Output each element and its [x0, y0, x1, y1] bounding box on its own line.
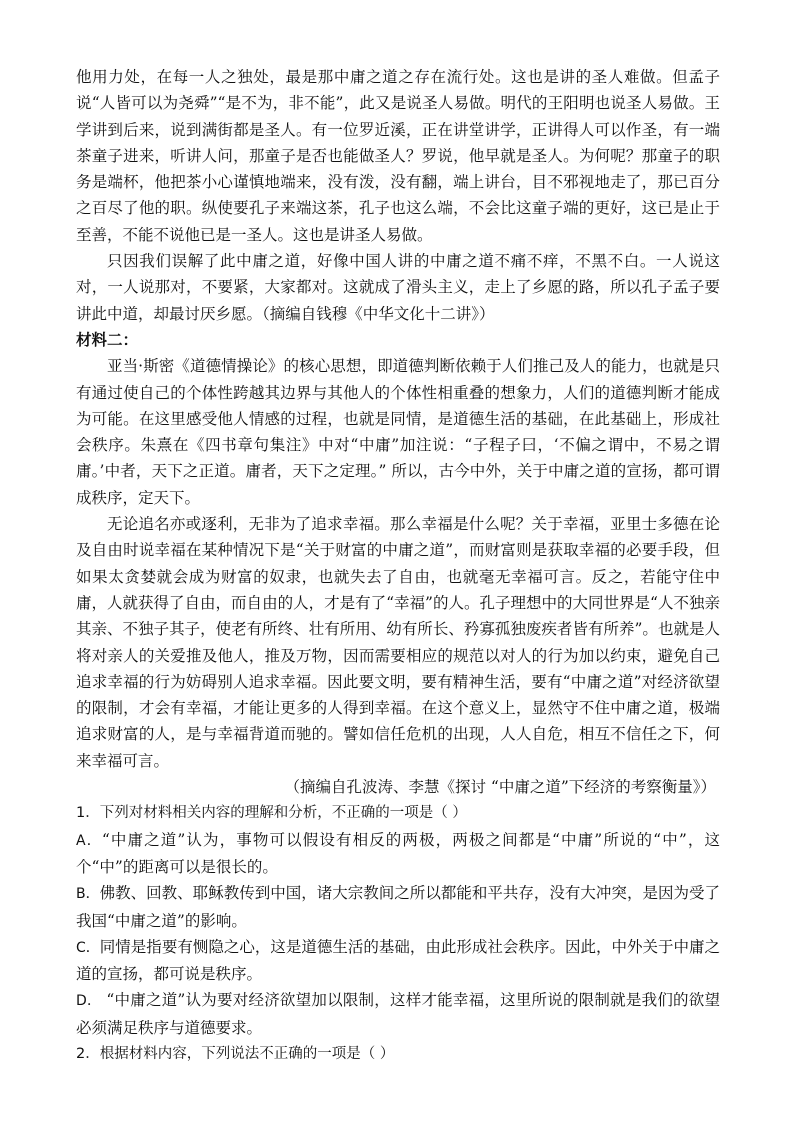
material2-paragraph-1: 亚当·斯密《道德情操论》的核心思想，即道德判断依赖于人们推己及人的能力，也就是只有通过使自己的个体性跨越其边界与其他人的个体性相重叠的想象力，人们的道德判断才能成为可能。在这里感受他人情感的过程，也就是同情，是道德生活的基础，在此基础上，形成社会秩序。朱熹在《四书章句集注》中对“中庸”加注说：“子程子曰，‘不偏之谓中，不易之谓庸。’中者，天下之正道。庸者，天下之定理。” 所以，古今中外，关于中庸之道的宣扬，都可谓成秩序，定天下。: [76, 357, 720, 507]
question-1-option-b: [76, 880, 720, 934]
option-key: D．: [76, 993, 102, 1010]
option-text: “中庸之道”认为，事物可以假设有相反的两极，两极之间都是“中庸”所说的“中”，这个“中”的距离可以是很长的。: [76, 830, 720, 876]
material2-source: （摘编自孔波涛、李慧《探讨 “中庸之道”下经济的考察衡量》）: [284, 778, 716, 797]
material1-paragraph-continued: 他用力处，在每一人之独处，最是那中庸之道之存在流行处。这也是讲的圣人难做。但孟子说“人皆可以为尧舜”“是不为，非不能”，此又是说圣人易做。明代的王阳明也说圣人易做。王学讲到后来，说到满街都是圣人。有一位罗近溪，正在讲堂讲学，正讲得人可以作圣，有一端茶童子进来，听讲人问，那童子是否也能做圣人？罗说，他早就是圣人。为何呢？那童子的职务是端杯，他把茶小心谨慎地端来，没有泼，没有翻，端上讲台，目不邪视地走了，那已百分之百尽了他的职。纵使要孔子来端这茶，孔子也这么端，不会比这童子端的更好，这已是止于至善，不能不说他已是一圣人。这也是讲圣人易做。: [76, 68, 720, 244]
question-1-option-c: [76, 934, 720, 988]
material2-paragraph-2: 无论追名亦或逐利，无非为了追求幸福。那么幸福是什么呢？关于幸福，亚里士多德在论及自由时说幸福在某种情况下是“关于财富的中庸之道”，而财富则是获取幸福的必要手段，但如果太贪婪就会成为财富的奴隶，也就失去了自由，也就毫无幸福可言。反之，若能守住中庸，人就获得了自由，而自由的人，才是有了“幸福”的人。孔子理想中的大同世界是“人不独亲其亲、不独子其子，使老有所终、壮有所用、幼有所长、矜寡孤独废疾者皆有所养”。也就是人将对亲人的关爱推及他人，推及万物，因而需要相应的规范以对人的行为加以约束，避免自己追求幸福的行为妨碍别人追求幸福。因此要文明，要有精神生活，要有“中庸之道”对经济欲望的限制，才会有幸福，才能让更多的人得到幸福。在这个意义上，显然守不住中庸之道，极端追求财富的人，是与幸福背道而驰的。譬如信任危机的出现，人人自危，相互不信任之下，何来幸福可言。: [76, 515, 720, 770]
material1-paragraph-2: 只因我们误解了此中庸之道，好像中国人讲的中庸之道不痛不痒，不黑不白。一人说这对，一人说那对，不要紧，大家都对。这就成了滑头主义，走上了乡愿的路，所以孔子孟子要讲此中道，却最讨厌乡愿。（摘编自钱穆《中华文化十二讲》）: [76, 252, 720, 323]
question-1-option-d: [76, 987, 720, 1041]
option-text: 同情是指要有恻隐之心，这是道德生活的基础，由此形成社会秩序。因此，中外关于中庸之道的宣扬，都可说是秩序。: [76, 937, 720, 984]
option-text: “中庸之道”认为要对经济欲望加以限制，这样才能幸福，这里所说的限制就是我们的欲望必须满足秩序与道德要求。: [76, 991, 721, 1037]
question-1-option-a: [76, 827, 720, 881]
question-2-stem: 2．根据材料内容，下列说法不正确的一项是（ ）: [76, 1045, 395, 1062]
question-1-stem: 1．下列对材料相关内容的理解和分析，不正确的一项是（ ）: [76, 805, 467, 822]
option-key: A．: [76, 832, 102, 849]
option-text: 佛教、回教、耶稣教传到中国，诸大宗教间之所以都能和平共存，没有大冲突，是因为受了我国“中庸之道”的影响。: [76, 884, 720, 930]
option-key: B．: [76, 886, 100, 903]
document-page: [76, 64, 720, 1067]
material2-label: 材料二：: [76, 329, 139, 349]
option-key: C．: [76, 939, 100, 956]
